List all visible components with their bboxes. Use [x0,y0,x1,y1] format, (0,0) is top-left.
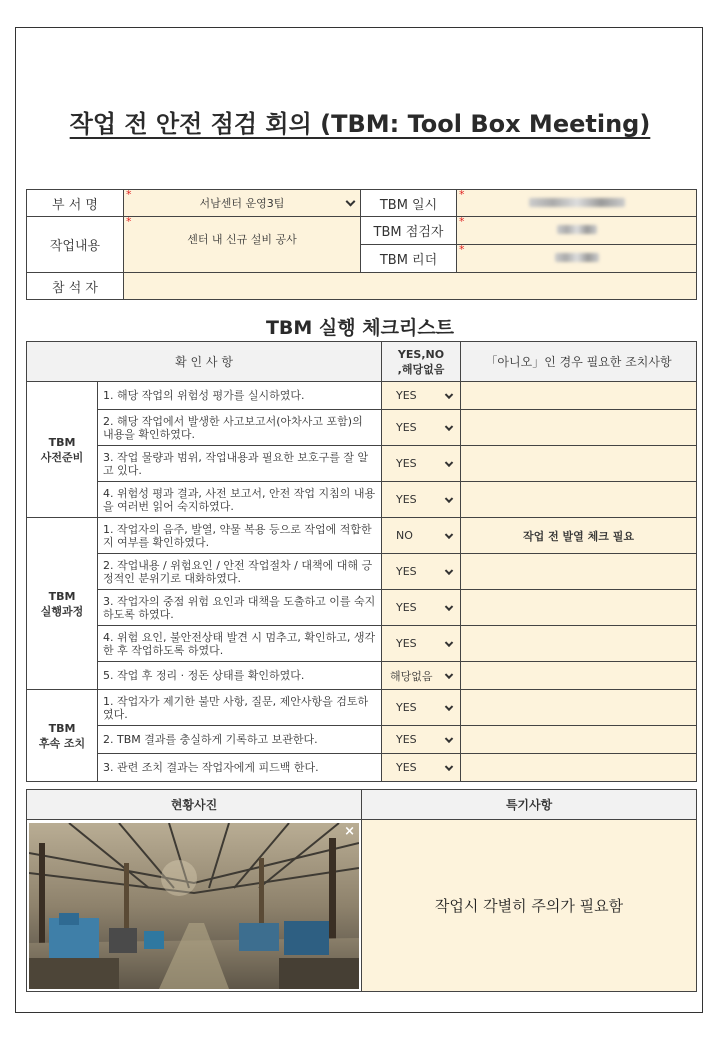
answer-select[interactable] [382,690,461,726]
answer-select[interactable] [382,518,461,554]
close-icon[interactable]: × [344,823,355,839]
group-label [27,690,98,782]
action-field[interactable] [461,382,697,410]
checklist-item: 1. 해당 작업의 위험성 평가를 실시하였다. [98,382,382,410]
required-mark: * [126,215,132,228]
checklist-table [26,341,697,782]
required-mark: * [459,188,465,201]
leader-field[interactable] [457,245,697,273]
leader-label: TBM 리더 [361,245,457,273]
chevron-down-icon [445,458,453,466]
answer-value: YES [396,493,417,506]
answer-select[interactable] [382,554,461,590]
checklist-item: 1. 작업자가 제기한 불만 사항, 질문, 제안사항을 검토하였다. [98,690,382,726]
remark-header: 특기사항 [362,790,697,820]
checklist-item: 3. 관련 조치 결과는 작업자에게 피드백 한다. [98,754,382,782]
chevron-down-icon [445,638,453,646]
action-field[interactable] [461,726,697,754]
group-label [27,518,98,690]
group-label-line2: 사전준비 [40,450,84,464]
answer-value: YES [396,701,417,714]
inspector-field[interactable] [457,217,697,245]
redacted-value [555,253,599,262]
action-field[interactable] [461,662,697,690]
checklist-item: 4. 위험 요인, 불안전상태 발견 시 멈추고, 확인하고, 생각한 후 작업하도록 하였다. [98,626,382,662]
required-mark: * [459,243,465,256]
answer-value: YES [396,457,417,470]
action-header: 「아니오」인 경우 필요한 조치사항 [461,342,697,382]
answer-value: YES [396,389,417,402]
checklist-item: 3. 작업 물량과 범위, 작업내용과 필요한 보호구를 잘 알고 있다. [98,446,382,482]
checklist-item: 1. 작업자의 음주, 발열, 약물 복용 등으로 작업에 적합한지 여부를 확인하였다. [98,518,382,554]
bottom-table [26,789,697,992]
checklist-item: 5. 작업 후 정리 · 정돈 상태를 확인하였다. [98,662,382,690]
yesno-header-line2: ,해당없음 [397,362,445,376]
answer-value: YES [396,637,417,650]
required-mark: * [126,188,132,201]
chevron-down-icon [445,670,453,678]
chevron-down-icon [445,390,453,398]
checklist-item: 2. TBM 결과를 충실하게 기록하고 보관한다. [98,726,382,754]
action-field[interactable] [461,482,697,518]
answer-value: YES [396,761,417,774]
checklist-item: 3. 작업자의 중점 위험 요인과 대책을 도출하고 이를 숙지하도록 하였다. [98,590,382,626]
group-label [27,382,98,518]
answer-value: YES [396,601,417,614]
chevron-down-icon [445,422,453,430]
action-field[interactable] [461,754,697,782]
action-field[interactable] [461,410,697,446]
info-table [26,189,697,300]
date-field[interactable] [457,190,697,217]
chevron-down-icon [445,602,453,610]
checklist-item: 2. 작업내용 / 위험요인 / 안전 작업절차 / 대책에 대해 긍정적인 분위기로 대화하였다. [98,554,382,590]
action-field[interactable] [461,626,697,662]
yesno-header-line1: YES,NO [397,347,445,361]
redacted-value [529,198,625,207]
dept-label: 부 서 명 [27,190,124,217]
action-field[interactable] [461,554,697,590]
group-label-line1: TBM [48,589,76,603]
photo-header: 현황사진 [27,790,362,820]
group-label-line2: 실행과정 [40,604,84,618]
yesno-header [382,342,461,382]
checklist-item: 2. 해당 작업에서 발생한 사고보고서(아차사고 포함)의 내용을 확인하였다. [98,410,382,446]
date-label: TBM 일시 [361,190,457,217]
answer-select[interactable] [382,482,461,518]
answer-select[interactable] [382,754,461,782]
answer-value: YES [396,733,417,746]
action-field[interactable] [461,690,697,726]
answer-select[interactable] [382,726,461,754]
answer-select[interactable] [382,590,461,626]
photo-cell [27,820,362,992]
action-field[interactable] [461,446,697,482]
action-field[interactable] [461,590,697,626]
work-field[interactable] [124,217,361,273]
chevron-down-icon [346,197,356,207]
attendee-label: 참 석 자 [27,273,124,300]
chevron-down-icon [445,702,453,710]
chevron-down-icon [445,762,453,770]
group-label-line1: TBM [48,435,76,449]
answer-select[interactable] [382,410,461,446]
answer-select[interactable] [382,626,461,662]
group-label-line2: 후속 조치 [38,736,86,750]
answer-value: YES [396,565,417,578]
chevron-down-icon [445,734,453,742]
page-title: 작업 전 안전 점검 회의 (TBM: Tool Box Meeting) [69,110,651,138]
checklist-title: TBM 실행 체크리스트 [265,317,455,339]
factory-photo-image [29,823,359,989]
action-field[interactable]: 작업 전 발열 체크 필요 [461,518,697,554]
redacted-value [557,225,597,234]
checklist-item: 4. 위험성 평과 결과, 사전 보고서, 안전 작업 지침의 내용을 여러번 읽어 숙지하였다. [98,482,382,518]
inspector-label: TBM 점검자 [361,217,457,245]
dept-select[interactable] [124,190,361,217]
answer-select[interactable] [382,382,461,410]
site-photo [29,823,359,989]
chevron-down-icon [445,494,453,502]
answer-select[interactable] [382,662,461,690]
answer-value: YES [396,421,417,434]
work-label: 작업내용 [27,217,124,273]
answer-select[interactable] [382,446,461,482]
attendee-field[interactable] [124,273,697,300]
items-header: 확 인 사 항 [27,342,382,382]
required-mark: * [459,215,465,228]
remark-field[interactable]: 작업시 각별히 주의가 필요함 [362,820,697,992]
chevron-down-icon [445,530,453,538]
work-value: 센터 내 신규 설비 공사 [187,232,297,246]
group-label-line1: TBM [48,721,76,735]
dept-select-value: 서남센터 운영3팀 [199,197,285,210]
answer-value: 해당없음 [390,669,433,683]
chevron-down-icon [445,566,453,574]
answer-value: NO [396,529,413,542]
